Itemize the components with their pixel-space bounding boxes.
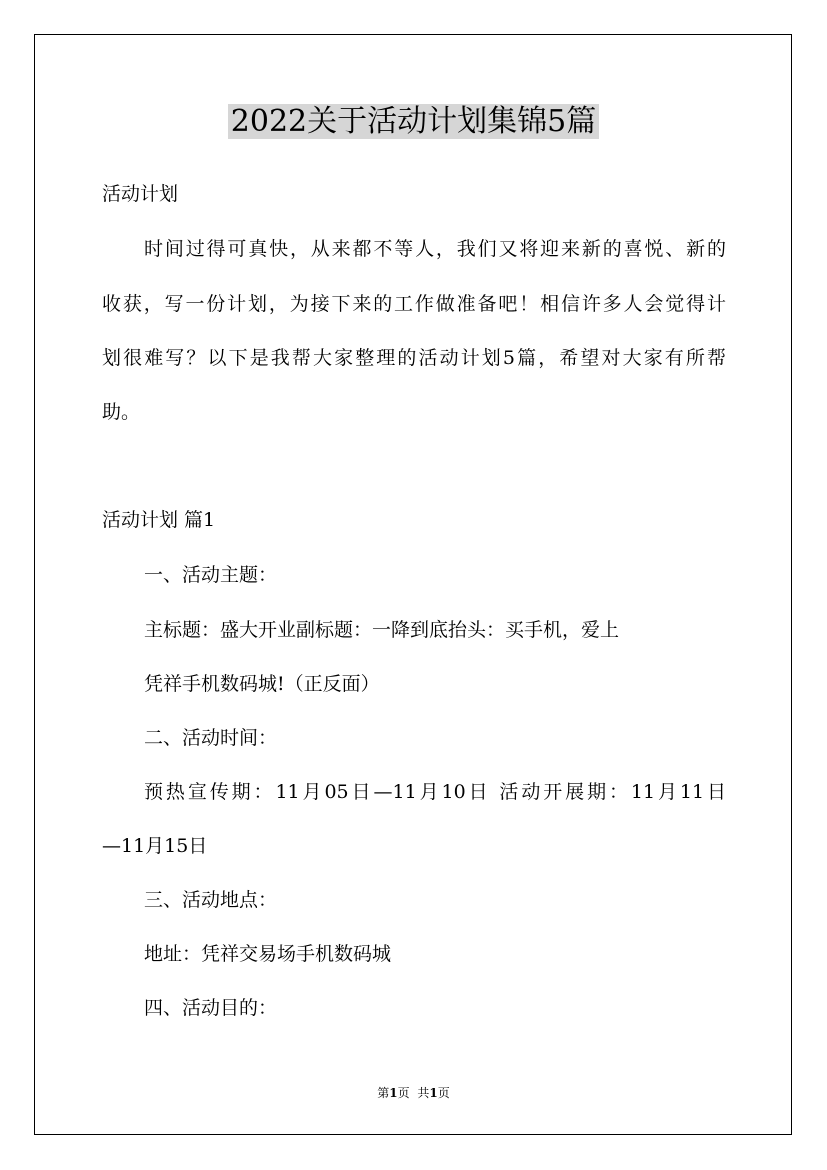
intro-line-2: 收获，写一份计划，为接下来的工作做准备吧！相信许多人会觉得计 [102, 293, 726, 315]
location-label: 三、活动地点： [144, 889, 278, 911]
intro-line-3: 划很难写？以下是我帮大家整理的活动计划5篇，希望对大家有所帮 [102, 347, 726, 369]
time-label: 二、活动时间： [144, 727, 278, 749]
intro-line-1: 时间过得可真快，从来都不等人，我们又将迎来新的喜悦、新的 [144, 238, 726, 260]
section-heading-activity-plan: 活动计划 [102, 183, 179, 205]
page-footer [0, 1085, 827, 1101]
purpose-label: 四、活动目的： [144, 997, 278, 1019]
footer-page-number: 1 [389, 1086, 398, 1100]
location-address: 地址：凭祥交易场手机数码城 [144, 943, 392, 965]
document-title: 2022关于活动计划集锦5篇 [0, 100, 827, 144]
intro-line-4: 助。 [102, 401, 141, 423]
theme-label: 一、活动主题： [144, 564, 278, 586]
time-line-2: —11月15日 [102, 835, 208, 857]
footer-total-prefix: 共 [417, 1086, 430, 1100]
time-line-1: 预热宣传期：11月05日—11月10日 活动开展期：11月11日 [144, 781, 726, 803]
footer-page-prefix: 第 [377, 1086, 390, 1100]
footer-total-number: 1 [429, 1086, 438, 1100]
footer-total-suffix: 页 [437, 1086, 450, 1100]
theme-line-1: 主标题：盛大开业副标题：一降到底抬头：买手机，爱上 [144, 619, 620, 641]
theme-line-2: 凭祥手机数码城!（正反面） [144, 673, 380, 695]
article-heading-1: 活动计划 篇1 [102, 509, 216, 531]
footer-page-suffix: 页 [397, 1086, 410, 1100]
